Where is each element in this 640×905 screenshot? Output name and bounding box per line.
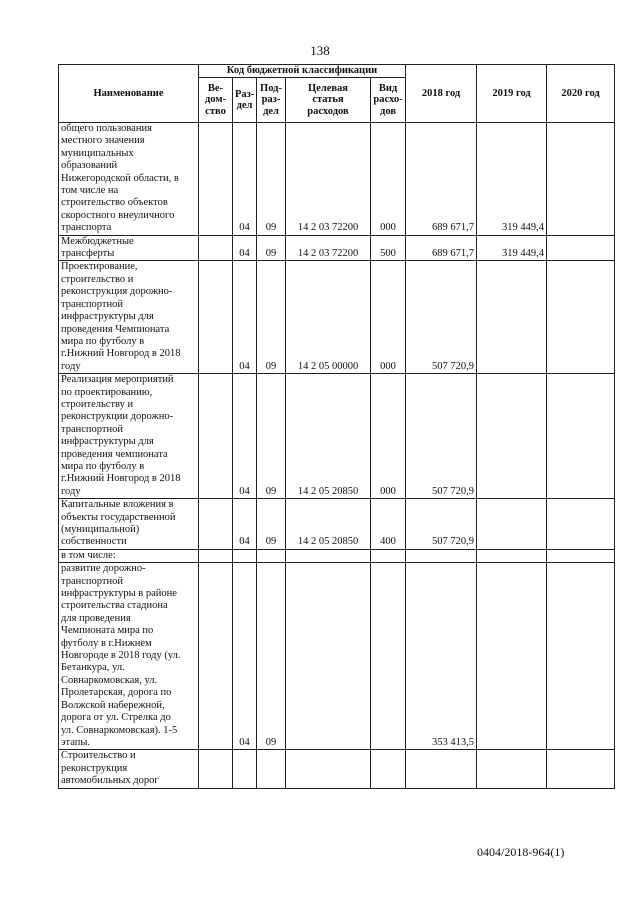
cell-vid-raskhodov [371, 549, 406, 562]
table-row [59, 123, 615, 236]
cell-2018: 507 720,9 [406, 499, 477, 550]
header-podrazdel: Под- раз- дел [257, 78, 286, 123]
cell-vid-raskhodov: 000 [371, 123, 406, 236]
cell-vedomstvo [199, 235, 233, 261]
cell-2018 [406, 750, 477, 788]
cell-vedomstvo [199, 261, 233, 374]
budget-table [58, 64, 615, 789]
cell-2019 [477, 261, 547, 374]
cell-name: Капитальные вложения в объекты государственной (муниципальной) собственности [59, 499, 199, 550]
cell-vid-raskhodov: 000 [371, 374, 406, 499]
cell-razdel: 04 [233, 261, 257, 374]
cell-2020 [547, 499, 615, 550]
cell-name: Реализация мероприятий по проектированию, строительству и реконструкции дорожно- транспортной инфраструктуры для проведения чемпионата мира по футболу в г.Нижний Новгород в 2018 году [59, 374, 199, 499]
cell-tselevaya-statya: 14 2 05 00000 [286, 261, 371, 374]
header-name: Наименование [59, 65, 199, 123]
cell-podrazdel: 09 [257, 123, 286, 236]
cell-name: Проектирование, строительство и реконструкция дорожно- транспортной инфраструктуры для проведения Чемпионата мира по футболу в г.Нижний Новгород в 2018 году [59, 261, 199, 374]
cell-vid-raskhodov: 500 [371, 235, 406, 261]
cell-2019 [477, 750, 547, 788]
cell-razdel [233, 750, 257, 788]
cell-name: в том числе: [59, 549, 199, 562]
header-razdel: Раз- дел [233, 78, 257, 123]
cell-name: Строительство и реконструкция автомобильных дорог [59, 750, 199, 788]
header-tselevaya-statya: Целевая статья расходов [286, 78, 371, 123]
cell-2019 [477, 374, 547, 499]
cell-tselevaya-statya: 14 2 05 20850 [286, 374, 371, 499]
cell-vedomstvo [199, 563, 233, 750]
cell-name: развитие дорожно- транспортной инфраструктуры в районе строительства стадиона для проведения Чемпионата мира по футболу в г.Нижнем Новгороде в 2018 году (ул. Бетанкура, ул. Совнаркомовская, ул. Пролетарская, дорога по Волжской набережной, дорога от ул. Стрелка до ул. Совнаркомовская). 1-5 этапы. [59, 563, 199, 750]
cell-razdel: 04 [233, 374, 257, 499]
cell-2018: 507 720,9 [406, 261, 477, 374]
table-row [59, 235, 615, 261]
cell-tselevaya-statya [286, 750, 371, 788]
cell-podrazdel: 09 [257, 374, 286, 499]
cell-2018: 689 671,7 [406, 235, 477, 261]
cell-vedomstvo [199, 123, 233, 236]
cell-razdel: 04 [233, 499, 257, 550]
cell-vedomstvo [199, 750, 233, 788]
cell-2019 [477, 549, 547, 562]
cell-podrazdel [257, 549, 286, 562]
cell-2018: 507 720,9 [406, 374, 477, 499]
table-row [59, 374, 615, 499]
table-row [59, 563, 615, 750]
cell-tselevaya-statya: 14 2 03 72200 [286, 235, 371, 261]
cell-podrazdel: 09 [257, 261, 286, 374]
cell-2020 [547, 563, 615, 750]
cell-2019: 319 449,4 [477, 123, 547, 236]
header-classification-group: Код бюджетной классификации [199, 65, 406, 78]
header-2018: 2018 год [406, 65, 477, 123]
cell-2020 [547, 750, 615, 788]
table-row [59, 261, 615, 374]
cell-name: Межбюджетные трансферты [59, 235, 199, 261]
cell-razdel: 04 [233, 235, 257, 261]
cell-podrazdel: 09 [257, 563, 286, 750]
cell-tselevaya-statya [286, 549, 371, 562]
cell-2018: 689 671,7 [406, 123, 477, 236]
cell-2019 [477, 499, 547, 550]
header-2020: 2020 год [547, 65, 615, 123]
cell-2020 [547, 235, 615, 261]
cell-podrazdel [257, 750, 286, 788]
cell-2018: 353 413,5 [406, 563, 477, 750]
cell-2020 [547, 261, 615, 374]
cell-2018 [406, 549, 477, 562]
cell-vid-raskhodov: 400 [371, 499, 406, 550]
cell-2020 [547, 549, 615, 562]
document-code: 0404/2018-964(1) [477, 845, 565, 859]
cell-tselevaya-statya: 14 2 03 72200 [286, 123, 371, 236]
table-row [59, 750, 615, 788]
header-vedomstvo: Ве- дом- ство [199, 78, 233, 123]
cell-2019 [477, 563, 547, 750]
cell-vid-raskhodov [371, 563, 406, 750]
cell-podrazdel: 09 [257, 499, 286, 550]
cell-tselevaya-statya [286, 563, 371, 750]
cell-razdel: 04 [233, 123, 257, 236]
cell-razdel: 04 [233, 563, 257, 750]
header-2019: 2019 год [477, 65, 547, 123]
cell-2020 [547, 123, 615, 236]
cell-2019: 319 449,4 [477, 235, 547, 261]
page-number: 138 [310, 43, 330, 58]
cell-vid-raskhodov [371, 750, 406, 788]
cell-vedomstvo [199, 549, 233, 562]
table-body [59, 123, 615, 789]
cell-2020 [547, 374, 615, 499]
cell-razdel [233, 549, 257, 562]
header-vid-raskhodov: Вид расхо- дов [371, 78, 406, 123]
table-row [59, 499, 615, 550]
cell-podrazdel: 09 [257, 235, 286, 261]
cell-name: общего пользования местного значения муниципальных образований Нижегородской области, в том числе на строительство объектов скоростного внеуличного транспорта [59, 123, 199, 236]
cell-tselevaya-statya: 14 2 05 20850 [286, 499, 371, 550]
table-row [59, 549, 615, 562]
cell-vedomstvo [199, 499, 233, 550]
cell-vedomstvo [199, 374, 233, 499]
cell-vid-raskhodov: 000 [371, 261, 406, 374]
